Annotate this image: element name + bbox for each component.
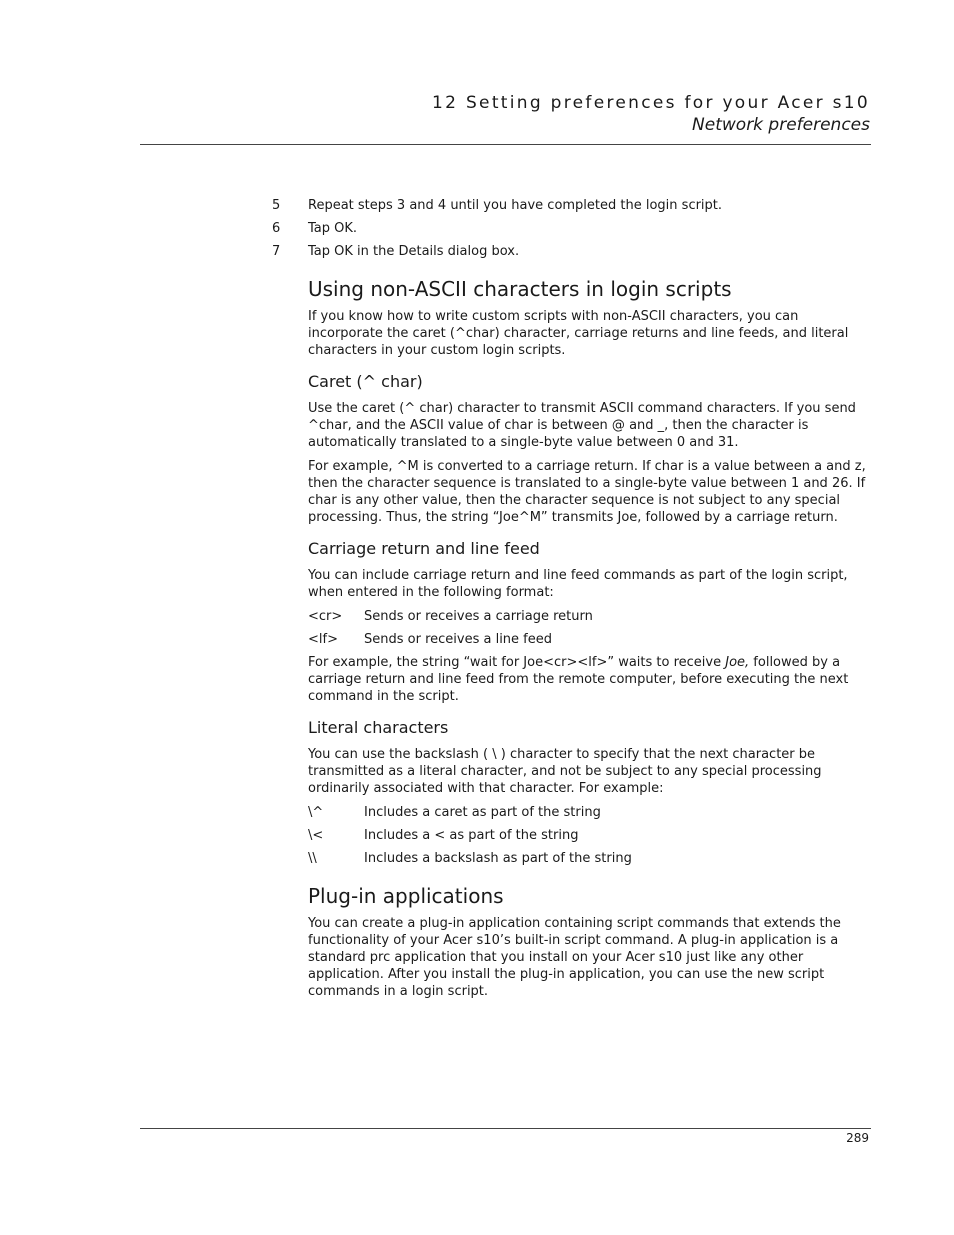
code-key: <lf> — [308, 632, 338, 647]
step-number: 6 — [272, 221, 281, 236]
crlf-intro: You can include carriage return and line feed commands as part of the login script, when entered in the following format: — [308, 568, 848, 600]
literal-intro: You can use the backslash ( \ ) character to specify that the next character be transmitted as a literal character, and not be subject to any special processing ordinarily associated with that character. For example: — [308, 747, 822, 796]
step-number: 5 — [272, 198, 281, 213]
crlf-example — [308, 654, 868, 705]
page-number: 289 — [846, 1131, 869, 1145]
step-text: Tap OK in the Details dialog box. — [308, 244, 520, 259]
caret-paragraph-1: Use the caret (^ char) character to transmit ASCII command characters. If you send ^char, and the ASCII value of char is between @ and _, then the character is automatically translated to a single-byte value between 0 and 31. — [308, 401, 856, 450]
code-key: \\ — [308, 851, 317, 866]
code-desc: Sends or receives a carriage return — [364, 609, 593, 624]
crlf-example-emphasis: Joe, — [725, 655, 750, 670]
plugin-body: You can create a plug-in application containing script commands that extends the functionality of your Acer s10’s built-in script command. A plug-in application is a standard prc application that you install on your Acer s10 just like any other application. After you install the plug-in application, you can use the new script commands in a login script. — [308, 916, 841, 999]
header-rule — [140, 144, 871, 145]
non-ascii-heading: Using non-ASCII characters in login scripts — [308, 277, 732, 301]
code-key: \^ — [308, 805, 324, 820]
code-row-backslash — [308, 850, 868, 867]
crlf-example-pre: For example, the string “wait for Joe<cr><lf>” waits to receive — [308, 655, 726, 670]
code-desc: Includes a < as part of the string — [364, 828, 579, 843]
page-content — [272, 197, 868, 1007]
caret-paragraph-2: For example, ^M is converted to a carriage return. If char is a value between a and z, then the character sequence is translated to a single-byte value between 1 and 26. If char is any other value, then the character sequence is not subject to any special processing. Thus, the string “Joe^M” transmits Joe, followed by a carriage return. — [308, 459, 866, 525]
step-number: 7 — [272, 244, 281, 259]
list-item — [272, 220, 868, 237]
step-text: Repeat steps 3 and 4 until you have completed the login script. — [308, 198, 723, 213]
footer-rule — [140, 1128, 871, 1129]
section-title: Network preferences — [692, 115, 870, 135]
code-row-caret — [308, 804, 868, 821]
code-row-lf — [308, 631, 868, 648]
list-item — [272, 243, 868, 260]
step-list — [272, 197, 868, 260]
code-desc: Sends or receives a line feed — [364, 632, 553, 647]
non-ascii-intro: If you know how to write custom scripts with non-ASCII characters, you can incorporate the caret (^char) character, carriage returns and line feeds, and literal characters in your custom login scripts. — [308, 309, 849, 358]
code-key: <cr> — [308, 609, 343, 624]
code-desc: Includes a caret as part of the string — [364, 805, 601, 820]
plugin-heading: Plug-in applications — [308, 884, 504, 908]
crlf-heading: Carriage return and line feed — [308, 539, 540, 558]
code-key: \< — [308, 828, 324, 843]
code-desc: Includes a backslash as part of the string — [364, 851, 632, 866]
step-text: Tap OK. — [308, 221, 358, 236]
code-row-lt — [308, 827, 868, 844]
chapter-title: 12 Setting preferences for your Acer s10 — [432, 93, 870, 113]
crlf-example-post: followed by a carriage return and line feed from the remote computer, before executing the next command in the script. — [308, 655, 849, 704]
running-header — [432, 92, 870, 137]
code-row-cr — [308, 608, 868, 625]
literal-heading: Literal characters — [308, 718, 449, 737]
list-item — [272, 197, 868, 214]
caret-heading: Caret (^ char) — [308, 372, 423, 391]
